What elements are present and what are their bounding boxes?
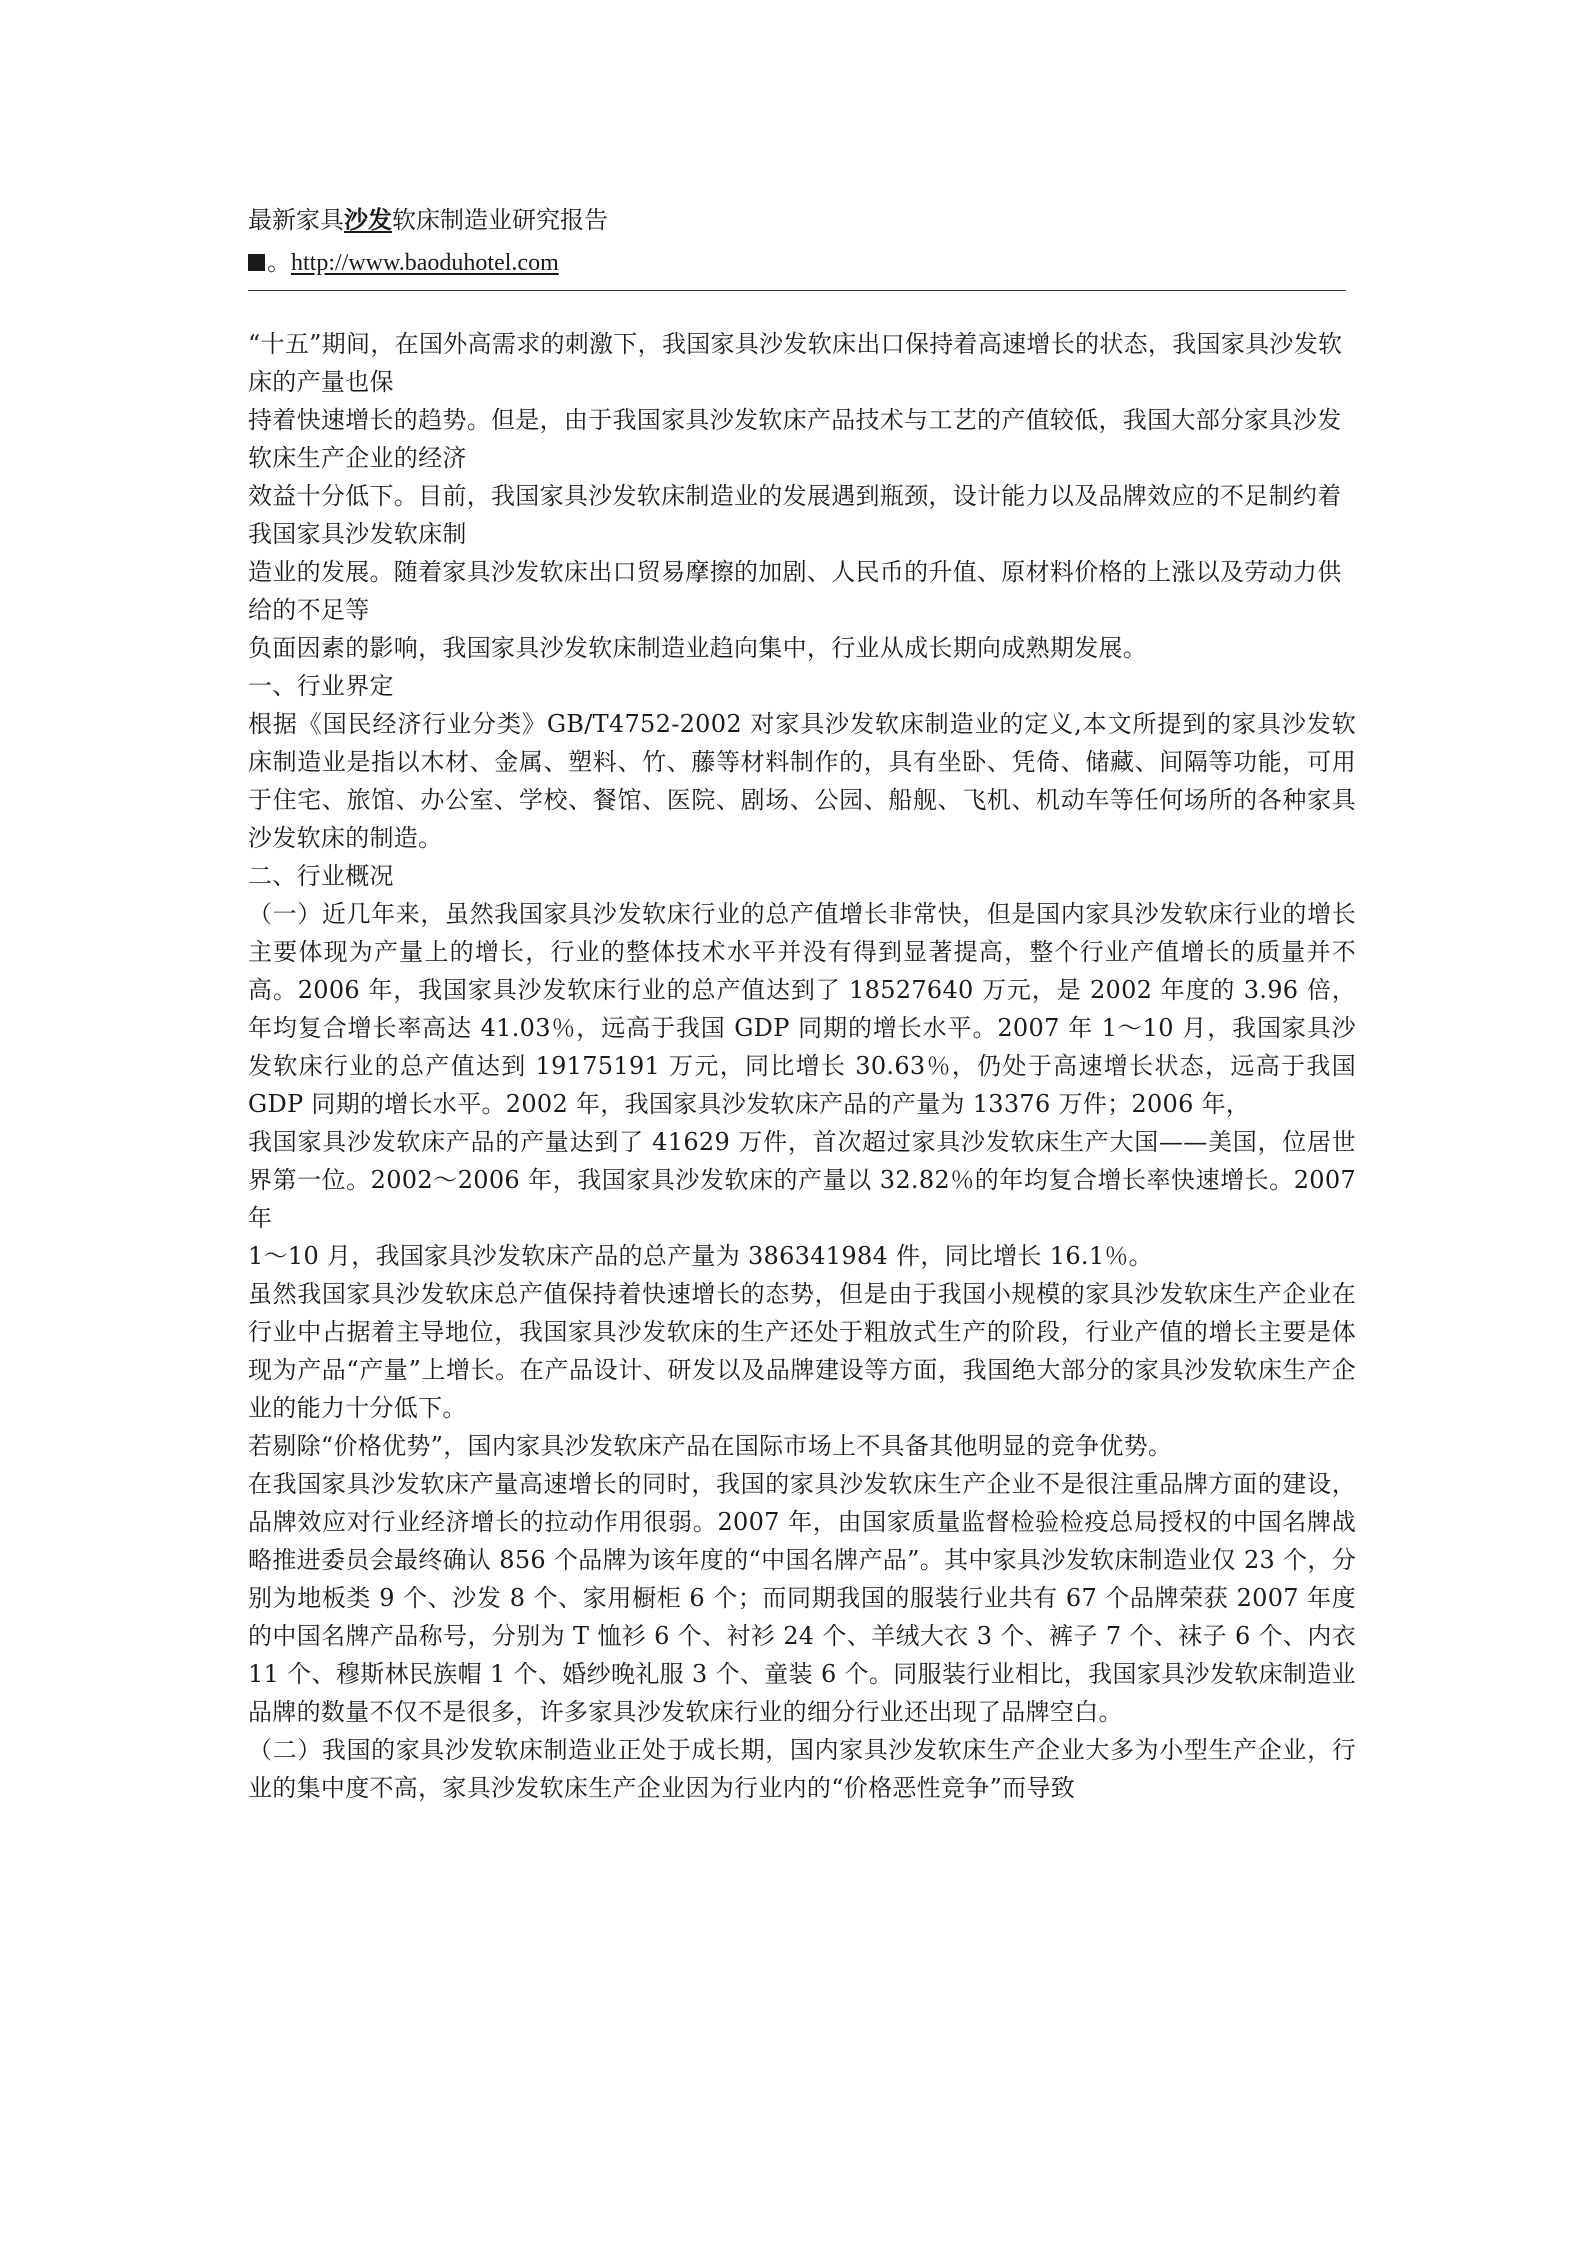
paragraph: 持着快速增长的趋势。但是，由于我国家具沙发软床产品技术与工艺的产值较低，我国大部分家具沙发软床生产企业的经济 — [248, 406, 1342, 472]
url-prefix: 。 — [267, 248, 291, 276]
paragraph: 我国家具沙发软床产品的产量达到了 41629 万件，首次超过家具沙发软床生产大国——美国，位居世界第一位。2002～2006 年，我国家具沙发软床的产量以 32.82％的年均复合增长率快速增长。2007 年 — [248, 1128, 1356, 1232]
paragraph: （一）近几年来，虽然我国家具沙发软床行业的总产值增长非常快，但是国内家具沙发软床行业的增长主要体现为产量上的增长，行业的整体技术水平并没有得到显著提高，整个行业产值增长的质量并不高。2006 年，我国家具沙发软床行业的总产值达到了 18527640 万元，是 2002 年度的 3.96 倍，年均复合增长率高达 41.03％，远高于我国 GDP 同期的增长水平。2007 年 1～10 月，我国家具沙发软床行业的总产值达到 19175191 万元，同比增长 30.63％，仍处于高速增长状态，远高于我国 GDP 同期的增长水平。2002 年，我国家具沙发软床产品的产量为 13376 万件；2006 年， — [248, 900, 1356, 1118]
paragraph: 效益十分低下。目前，我国家具沙发软床制造业的发展遇到瓶颈，设计能力以及品牌效应的不足制约着我国家具沙发软床制 — [248, 482, 1342, 548]
paragraph: 造业的发展。随着家具沙发软床出口贸易摩擦的加剧、人民币的升值、原材料价格的上涨以及劳动力供给的不足等 — [248, 558, 1342, 624]
title-text-end: 软床制造业研究报告 — [392, 206, 608, 234]
paragraph: 若剔除“价格优势”，国内家具沙发软床产品在国际市场上不具备其他明显的竞争优势。 — [248, 1432, 1173, 1460]
paragraph: 根据《国民经济行业分类》GB/T4752-2002 对家具沙发软床制造业的定义,本文所提到的家具沙发软床制造业是指以木材、金属、塑料、竹、藤等材料制作的，具有坐卧、凭倚、储藏、间隔等功能，可用于住宅、旅馆、办公室、学校、餐馆、医院、剧场、公园、船舰、飞机、机动车等任何场所的各种家具沙发软床的制造。 — [248, 710, 1356, 852]
header-divider — [248, 290, 1346, 291]
paragraph: “十五”期间，在国外高需求的刺激下，我国家具沙发软床出口保持着高速增长的状态，我国家具沙发软床的产量也保 — [248, 330, 1343, 396]
document-title — [248, 203, 608, 237]
paragraph: 在我国家具沙发软床产量高速增长的同时，我国的家具沙发软床生产企业不是很注重品牌方面的建设，品牌效应对行业经济增长的拉动作用很弱。2007 年，由国家质量监督检验检疫总局授权的中国名牌战略推进委员会最终确认 856 个品牌为该年度的“中国名牌产品”。其中家具沙发软床制造业仅 23 个，分别为地板类 9 个、沙发 8 个、家用橱柜 6 个；而同期我国的服装行业共有 67 个品牌荣获 2007 年度的中国名牌产品称号，分别为 T 恤衫 6 个、衬衫 24 个、羊绒大衣 3 个、裤子 7 个、袜子 6 个、内衣 11 个、穆斯林民族帽 1 个、婚纱晚礼服 3 个、童装 6 个。同服装行业相比，我国家具沙发软床制造业品牌的数量不仅不是很多，许多家具沙发软床行业的细分行业还出现了品牌空白。 — [248, 1470, 1356, 1726]
section-heading: 二、行业概况 — [248, 862, 394, 890]
document-body — [248, 325, 1356, 1807]
title-keyword-link[interactable]: 沙发 — [344, 205, 392, 234]
source-url-line — [248, 246, 559, 279]
paragraph: 1～10 月，我国家具沙发软床产品的总产量为 386341984 件，同比增长 16.1％。 — [248, 1242, 1153, 1270]
paragraph: 虽然我国家具沙发软床总产值保持着快速增长的态势，但是由于我国小规模的家具沙发软床生产企业在行业中占据着主导地位，我国家具沙发软床的生产还处于粗放式生产的阶段，行业产值的增长主要是体现为产品“产量”上增长。在产品设计、研发以及品牌建设等方面，我国绝大部分的家具沙发软床生产企业的能力十分低下。 — [248, 1280, 1356, 1422]
section-heading: 一、行业界定 — [248, 672, 394, 700]
square-bullet-icon — [248, 254, 265, 271]
title-text-start: 最新家具 — [248, 206, 344, 234]
source-url-link[interactable]: http://www.baoduhotel.com — [291, 250, 559, 276]
paragraph: 负面因素的影响，我国家具沙发软床制造业趋向集中，行业从成长期向成熟期发展。 — [248, 634, 1148, 662]
paragraph: （二）我国的家具沙发软床制造业正处于成长期，国内家具沙发软床生产企业大多为小型生产企业，行业的集中度不高，家具沙发软床生产企业因为行业内的“价格恶性竞争”而导致 — [248, 1736, 1356, 1802]
